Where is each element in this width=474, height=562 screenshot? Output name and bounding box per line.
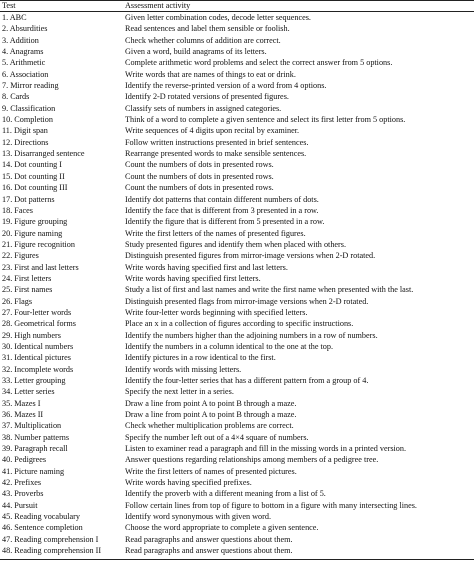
table-row	[0, 262, 474, 273]
table-row	[0, 137, 474, 148]
table-row	[0, 194, 474, 205]
assessment-activity: Think of a word to complete a given sentence and select its first letter from 5 options.	[125, 115, 406, 125]
table-row	[0, 341, 474, 352]
test-name: 35. Mazes I	[2, 398, 41, 408]
assessment-activity: Rearrange presented words to make sensible sentences.	[125, 149, 307, 159]
assessment-activity: Write words having specified prefixes.	[125, 478, 252, 488]
test-name: 45. Reading vocabulary	[2, 512, 80, 522]
assessment-activity: Specify the number left out of a 4×4 square of numbers.	[125, 432, 309, 442]
assessment-activity: Given letter combination codes, decode letter sequences.	[125, 13, 311, 22]
table-row	[0, 216, 474, 227]
test-name: 34. Letter series	[2, 387, 55, 397]
assessment-activity: Read paragraphs and answer questions about them.	[125, 546, 293, 556]
test-name: 46. Sentence completion	[2, 523, 83, 533]
table-body	[0, 12, 474, 557]
test-name: 28. Geometrical forms	[2, 319, 76, 329]
test-name: 6. Association	[2, 69, 49, 79]
assessment-activity: Draw a line from point A to point B through a maze.	[125, 410, 297, 420]
table-row	[0, 159, 474, 170]
assessment-activity: Count the numbers of dots in presented rows.	[125, 160, 274, 170]
table-row	[0, 23, 474, 34]
test-name: 36. Mazes II	[2, 410, 44, 420]
assessment-activity: Choose the word appropriate to complete a given sentence.	[125, 523, 319, 533]
table-row	[0, 398, 474, 409]
assessment-activity: Write four-letter words beginning with specified letters.	[125, 307, 308, 317]
test-name: 40. Pedigrees	[2, 455, 47, 465]
table-row	[0, 239, 474, 250]
assessment-activity: Distinguish presented figures from mirror-image versions when 2-D rotated.	[125, 251, 376, 261]
table-row	[0, 511, 474, 522]
table-row	[0, 488, 474, 499]
test-name: 10. Completion	[2, 115, 53, 125]
table-row	[0, 307, 474, 318]
test-name: 2. Absurdities	[2, 24, 48, 34]
table-row	[0, 125, 474, 136]
table-row	[0, 103, 474, 114]
table-row	[0, 182, 474, 193]
table-row	[0, 148, 474, 159]
assessment-activity: Identify the four-letter series that has a different pattern from a group of 4.	[125, 376, 369, 385]
assessment-activity: Read sentences and label them sensible or foolish.	[125, 24, 290, 34]
assessment-activity: Write sequences of 4 digits upon recital by examiner.	[125, 126, 300, 136]
assessment-activity: Identify the numbers higher than the adjoining numbers in a row of numbers.	[125, 330, 378, 340]
assessment-activity: Identify the figure that is different from 5 presented in a row.	[125, 217, 325, 227]
assessment-activity: Write the first letters of names of presented pictures.	[125, 466, 297, 476]
assessment-activity: Identify the face that is different from 3 presented in a row.	[125, 205, 319, 215]
table-row	[0, 250, 474, 261]
table-row	[0, 443, 474, 454]
test-name: 43. Proverbs	[2, 489, 44, 499]
table-row	[0, 318, 474, 329]
test-name: 25. First names	[2, 285, 53, 295]
assessment-activity: Identify the proverb with a different meaning from a list of 5.	[125, 489, 326, 499]
header-test: Test	[2, 1, 16, 10]
bottom-rule	[0, 559, 474, 560]
test-name: 5. Arithmetic	[2, 58, 46, 68]
test-name: 33. Letter grouping	[2, 376, 66, 385]
table-row	[0, 80, 474, 91]
test-name: 7. Mirror reading	[2, 81, 59, 91]
table-row	[0, 228, 474, 239]
assessment-activity: Write the first letters of the names of presented figures.	[125, 228, 306, 238]
test-name: 8. Cards	[2, 92, 30, 102]
table-row	[0, 12, 474, 23]
table-row	[0, 273, 474, 284]
test-name: 30. Identical numbers	[2, 341, 74, 351]
table-row	[0, 330, 474, 341]
table-row	[0, 57, 474, 68]
table-row	[0, 454, 474, 465]
test-name: 22. Figures	[2, 251, 39, 261]
table-row	[0, 522, 474, 533]
table-row	[0, 296, 474, 307]
test-name: 9. Classification	[2, 103, 56, 113]
assessment-activity: Answer questions regarding relationships among members of a pedigree tree.	[125, 455, 379, 465]
test-name: 48. Reading comprehension II	[2, 546, 102, 556]
table-row	[0, 500, 474, 511]
assessment-activity: Write words that are names of things to eat or drink.	[125, 69, 296, 79]
test-name: 26. Flags	[2, 296, 33, 306]
assessment-activity: Place an x in a collection of figures according to specific instructions.	[125, 319, 354, 329]
test-name: 24. First letters	[2, 273, 52, 283]
assessment-activity: Study a list of first and last names and write the first name when presented with the last.	[125, 285, 414, 295]
assessment-activity: Follow written instructions presented in brief sentences.	[125, 137, 309, 147]
assessment-activity: Read paragraphs and answer questions about them.	[125, 534, 293, 544]
test-name: 23. First and last letters	[2, 262, 79, 272]
assessment-activity: Draw a line from point A to point B through a maze.	[125, 398, 297, 408]
test-name: 41. Picture naming	[2, 466, 65, 476]
assessment-activity: Distinguish presented flags from mirror-image versions when 2-D rotated.	[125, 296, 369, 306]
test-name: 15. Dot counting II	[2, 171, 65, 181]
test-name: 14. Dot counting I	[2, 160, 63, 170]
table-row	[0, 420, 474, 431]
assessment-activity: Complete arithmetic word problems and select the correct answer from 5 options.	[125, 58, 393, 68]
test-name: 27. Four-letter words	[2, 307, 72, 317]
assessment-activity: Count the numbers of dots in presented rows.	[125, 183, 274, 193]
test-name: 21. Figure recognition	[2, 239, 75, 249]
assessment-activity: Follow certain lines from top of figure to bottom in a figure with many intersecting lines.	[125, 500, 417, 510]
test-name: 39. Paragraph recall	[2, 444, 68, 454]
test-name: 47. Reading comprehension I	[2, 534, 99, 544]
table-row	[0, 375, 474, 386]
table-row	[0, 386, 474, 397]
table-row	[0, 352, 474, 363]
assessment-activity: Identify word synonymous with given word.	[125, 512, 271, 522]
table-row	[0, 409, 474, 420]
table-row	[0, 534, 474, 545]
assessment-activity: Write words having specified first letters.	[125, 273, 261, 283]
test-name: 1. ABC	[2, 13, 27, 22]
test-name: 4. Anagrams	[2, 47, 44, 57]
test-name: 18. Faces	[2, 205, 33, 215]
assessment-activity: Count the numbers of dots in presented rows.	[125, 171, 274, 181]
table-row	[0, 69, 474, 80]
assessment-activity: Classify sets of numbers in assigned categories.	[125, 103, 282, 113]
test-name: 16. Dot counting III	[2, 183, 68, 193]
assessment-activity: Check whether multiplication problems are correct.	[125, 421, 294, 431]
test-name: 3. Addition	[2, 35, 39, 45]
table-row	[0, 432, 474, 443]
table-row	[0, 171, 474, 182]
assessment-activity: Check whether columns of addition are correct.	[125, 35, 281, 45]
table-row	[0, 364, 474, 375]
table-row	[0, 114, 474, 125]
test-name: 13. Disarranged sentence	[2, 149, 85, 159]
table-row	[0, 35, 474, 46]
test-name: 44. Pursuit	[2, 500, 38, 510]
assessment-activity: Identify words with missing letters.	[125, 364, 242, 374]
table-row	[0, 46, 474, 57]
test-name: 32. Incomplete words	[2, 364, 74, 374]
test-name: 19. Figure grouping	[2, 217, 68, 227]
test-name: 29. High numbers	[2, 330, 61, 340]
test-name: 20. Figure naming	[2, 228, 63, 238]
table-row	[0, 284, 474, 295]
assessment-activity: Identify pictures in a row identical to the first.	[125, 353, 276, 363]
assessment-activity: Listen to examiner read a paragraph and fill in the missing words in a printed version.	[125, 444, 407, 454]
table-row	[0, 466, 474, 477]
test-name: 12. Directions	[2, 137, 49, 147]
assessment-activity: Specify the next letter in a series.	[125, 387, 234, 397]
header-assessment-activity: Assessment activity	[125, 1, 191, 10]
table-header-row	[0, 0, 474, 11]
assessment-activity: Identify dot patterns that contain different numbers of dots.	[125, 194, 319, 204]
table-row	[0, 545, 474, 556]
test-name: 42. Prefixes	[2, 478, 42, 488]
test-name: 17. Dot patterns	[2, 194, 55, 204]
assessment-activity: Identify the reverse-printed version of a word from 4 options.	[125, 81, 327, 91]
table-row	[0, 205, 474, 216]
test-name: 38. Number patterns	[2, 432, 70, 442]
table-row	[0, 91, 474, 102]
assessment-activity: Study presented figures and identify them when placed with others.	[125, 239, 347, 249]
assessment-activity: Write words having specified first and last letters.	[125, 262, 288, 272]
assessment-activity: Identify the numbers in a column identical to the one at the top.	[125, 341, 334, 351]
assessment-activity: Given a word, build anagrams of its letters.	[125, 47, 267, 57]
table-row	[0, 477, 474, 488]
assessment-activity: Identify 2-D rotated versions of presented figures.	[125, 92, 289, 102]
test-name: 37. Multiplication	[2, 421, 62, 431]
test-name: 11. Digit span	[2, 126, 48, 136]
test-name: 31. Identical pictures	[2, 353, 71, 363]
